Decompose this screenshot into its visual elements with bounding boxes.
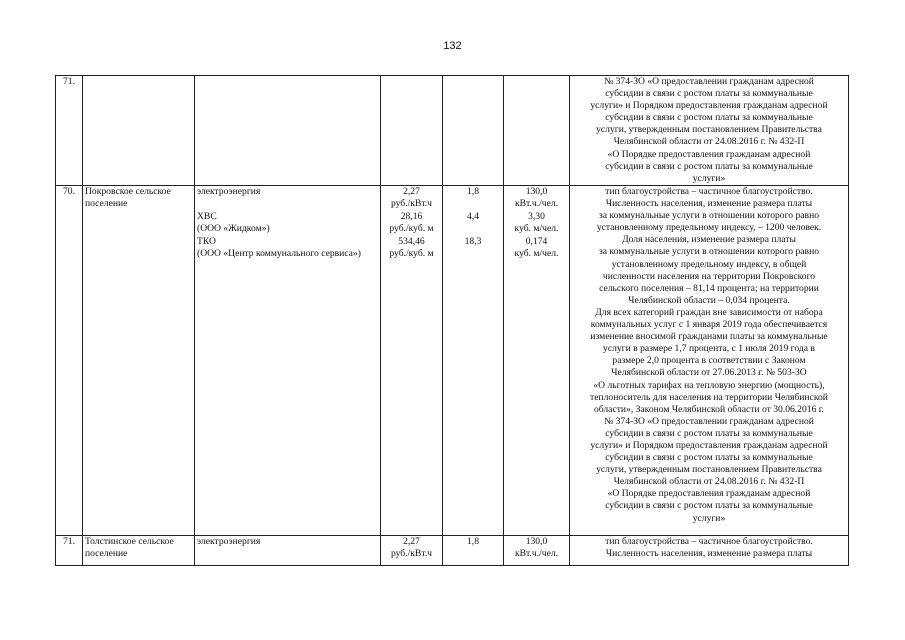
service-provider: (ООО «Жидком») [197,223,270,235]
description-line: за коммунальные услуги в отношении которого равно [598,246,820,258]
description-line: субсидии в связи с ростом платы за коммунальные [605,500,813,512]
norm-value: 130,0 [525,186,548,197]
growth-value: 18,3 [464,236,482,248]
description-line: Челябинской области от 27.06.2013 г. № 503-ЗО [611,367,807,379]
spacer [197,198,378,210]
description-line: услуги» [692,512,726,524]
description-line: субсидии в связи с ростом платы за коммунальные [605,112,813,124]
description-line: Численность населения, изменение размера платы [605,198,813,210]
norm-entry [506,536,567,560]
description-line: № 374-ЗО «О предоставлении гражданам адресной [604,76,814,87]
norm-unit: куб. м/чел. [514,223,559,235]
tariff-entry [383,236,440,260]
description-line: тип благоустройства – частичное благоустройство. [605,536,813,547]
spacer [445,198,501,210]
service-provider: (ООО «Центр коммунального сервиса») [197,248,361,260]
norm-cell [504,76,570,186]
description-line: субсидии в связи с ростом платы за коммунальные [605,452,813,464]
service-entry [197,236,378,260]
tariff-unit: руб./куб. м [389,248,434,260]
row-number: 71. [63,536,75,547]
spacer [197,548,378,560]
description-line: услуги» и Порядком предоставления гражданам адресной [590,100,828,112]
settlement-name: Толстинское сельское поселение [85,536,174,560]
growth-entry [445,211,501,235]
norm-entry [506,236,567,260]
service-name: ТКО [197,236,216,248]
tariff-unit: руб./кВт.ч [390,548,433,560]
service-entry [197,186,378,210]
description-line: Челябинской области – 0,034 процента. [628,294,790,306]
settlement-cell [83,536,195,566]
growth-cell [443,186,504,536]
description-line: «О Порядке предоставления гражданам адресной [607,148,811,160]
tariff-entry [383,186,440,210]
tariff-value: 534,46 [398,236,425,248]
row-number: 70. [63,186,75,197]
description-line: услуги в размере 1,7 процента, с 1 июля 2019 года в [603,343,815,355]
tariff-table [55,75,849,566]
description-line: субсидии в связи с ростом платы за коммунальные [605,160,813,172]
norm-cell [504,536,570,566]
description-line: численности населения на территории Покровского [602,270,816,282]
description-cell [570,536,849,566]
service-cell [195,536,381,566]
description-line: теплоноситель для населения на территории Челябинской [590,391,828,403]
tariff-value: 28,16 [400,211,423,223]
row-number: 71. [63,76,75,87]
tariff-cell [381,536,443,566]
description-line: субсидии в связи с ростом платы за коммунальные [605,88,813,100]
description-line: № 374-ЗО «О предоставлении гражданам адресной [604,415,814,427]
growth-value: 1,8 [467,536,479,547]
settlement-cell [83,76,195,186]
description-line: коммунальных услуг с 1 января 2019 года обеспечивается [590,319,828,331]
table-row [56,186,849,536]
spacer [445,248,501,260]
spacer [445,223,501,235]
norm-unit: кВт.ч./чел. [514,548,559,560]
page-number: 132 [443,40,462,52]
service-entry [197,211,378,235]
norm-value: 130,0 [525,536,548,547]
growth-entry [445,186,501,210]
tariff-unit: руб./куб. м [389,223,434,235]
description-line: Доля населения, изменение размера платы [622,234,796,246]
norm-value: 0,174 [525,236,548,248]
table-row [56,76,849,186]
description-line: сельского поселения – 81,14 процента; на территории [599,282,819,294]
service-cell [195,76,381,186]
growth-value: 4,4 [467,211,479,223]
tariff-value: 2,27 [403,186,420,197]
norm-unit: кВт.ч./чел. [514,198,559,210]
norm-unit: куб. м/чел. [514,248,559,260]
growth-entry [445,236,501,260]
row-number-cell [56,536,83,566]
description-line: «О льготных тарифах на тепловую энергию (мощность), [593,379,825,391]
description-line: Челябинской области от 24.08.2016 г. № 432-П [613,136,805,148]
service-name: электроэнергия [197,536,261,547]
norm-entry [506,186,567,210]
spacer [445,548,501,560]
growth-cell [443,76,504,186]
description-line: тип благоустройства – частичное благоустройство. [605,186,813,197]
growth-value: 1,8 [467,186,479,197]
description-line: Челябинской области от 24.08.2016 г. № 432-П [613,476,805,488]
description-cell [570,76,849,186]
service-name: электроэнергия [197,186,261,197]
description-line: за коммунальные услуги в отношении которого равно [598,210,820,222]
description-cell [570,186,849,536]
tariff-cell [381,76,443,186]
description-line: области», Законом Челябинской области от 30.06.2016 г. [593,403,825,415]
description-line: услуги» и Порядком предоставления гражданам адресной [590,439,828,451]
growth-cell [443,536,504,566]
table-row [56,536,849,566]
tariff-cell [381,186,443,536]
service-entry [197,536,378,560]
settlement-name: Покровское сельское поселение [85,186,171,210]
description-line: Численность населения, изменение размера платы [605,548,813,560]
description-line: установленному предельному индексу, в общей [611,258,807,270]
tariff-unit: руб./кВт.ч [390,198,433,210]
description-line: изменение вносимой гражданами платы за коммунальные [590,331,828,343]
norm-entry [506,211,567,235]
description-line: субсидии в связи с ростом платы за коммунальные [605,427,813,439]
description-line: размере 2,0 процента в соответствии с Законом [612,355,806,367]
description-line: услуги, утвержденным постановлением Правительства [596,464,822,476]
norm-value: 3,30 [528,211,545,223]
row-number-cell [56,186,83,536]
norm-cell [504,186,570,536]
description-line: услуги, утвержденным постановлением Правительства [596,124,822,136]
growth-entry [445,536,501,560]
description-line: установленному предельному индексу, – 1200 человек. [596,222,822,234]
description-line: «О Порядке предоставления гражданам адресной [607,488,811,500]
row-number-cell [56,76,83,186]
settlement-cell [83,186,195,536]
tariff-entry [383,536,440,560]
service-cell [195,186,381,536]
description-line: Для всех категорий граждан вне зависимости от набора [595,306,823,318]
description-line: услуги» [692,172,726,184]
tariff-value: 2,27 [403,536,420,547]
tariff-entry [383,211,440,235]
service-name: ХВС [197,211,217,223]
